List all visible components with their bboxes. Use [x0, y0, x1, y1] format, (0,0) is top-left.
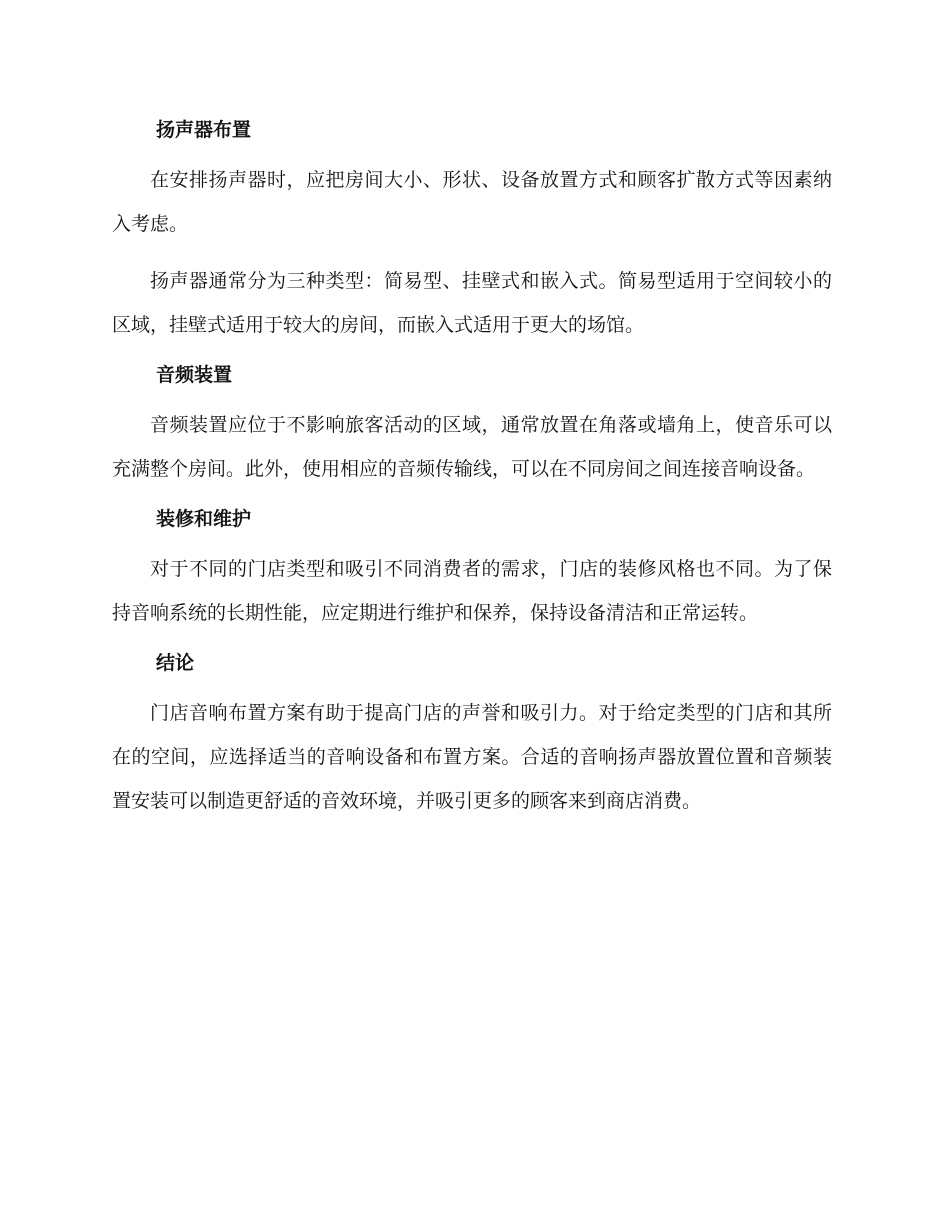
section-heading-audio-device: 音频装置	[156, 364, 233, 386]
paragraph-audio-device: 音频装置应位于不影响旅客活动的区域，通常放置在角落或墙角上，使音乐可以充满整个房间。此外，使用相应的音频传输线，可以在不同房间之间连接音响设备。	[112, 414, 832, 480]
section-heading-speaker-layout: 扬声器布置	[156, 119, 252, 141]
section-heading-decoration-maintenance: 装修和维护	[156, 508, 252, 530]
section-heading-conclusion: 结论	[156, 652, 195, 674]
paragraph-speaker-layout-1: 在安排扬声器时，应把房间大小、形状、设备放置方式和顾客扩散方式等因素纳入考虑。	[112, 169, 832, 235]
paragraph-speaker-layout-2: 扬声器通常分为三种类型：简易型、挂壁式和嵌入式。简易型适用于空间较小的区域，挂壁式适用于较大的房间，而嵌入式适用于更大的场馆。	[112, 270, 832, 336]
paragraph-decoration-maintenance: 对于不同的门店类型和吸引不同消费者的需求，门店的装修风格也不同。为了保持音响系统的长期性能，应定期进行维护和保养，保持设备清洁和正常运转。	[112, 558, 832, 624]
document-page	[112, 115, 832, 823]
paragraph-conclusion: 门店音响布置方案有助于提高门店的声誉和吸引力。对于给定类型的门店和其所在的空间，应选择适当的音响设备和布置方案。合适的音响扬声器放置位置和音频装置安装可以制造更舒适的音效环境，并吸引更多的顾客来到商店消费。	[112, 702, 832, 812]
